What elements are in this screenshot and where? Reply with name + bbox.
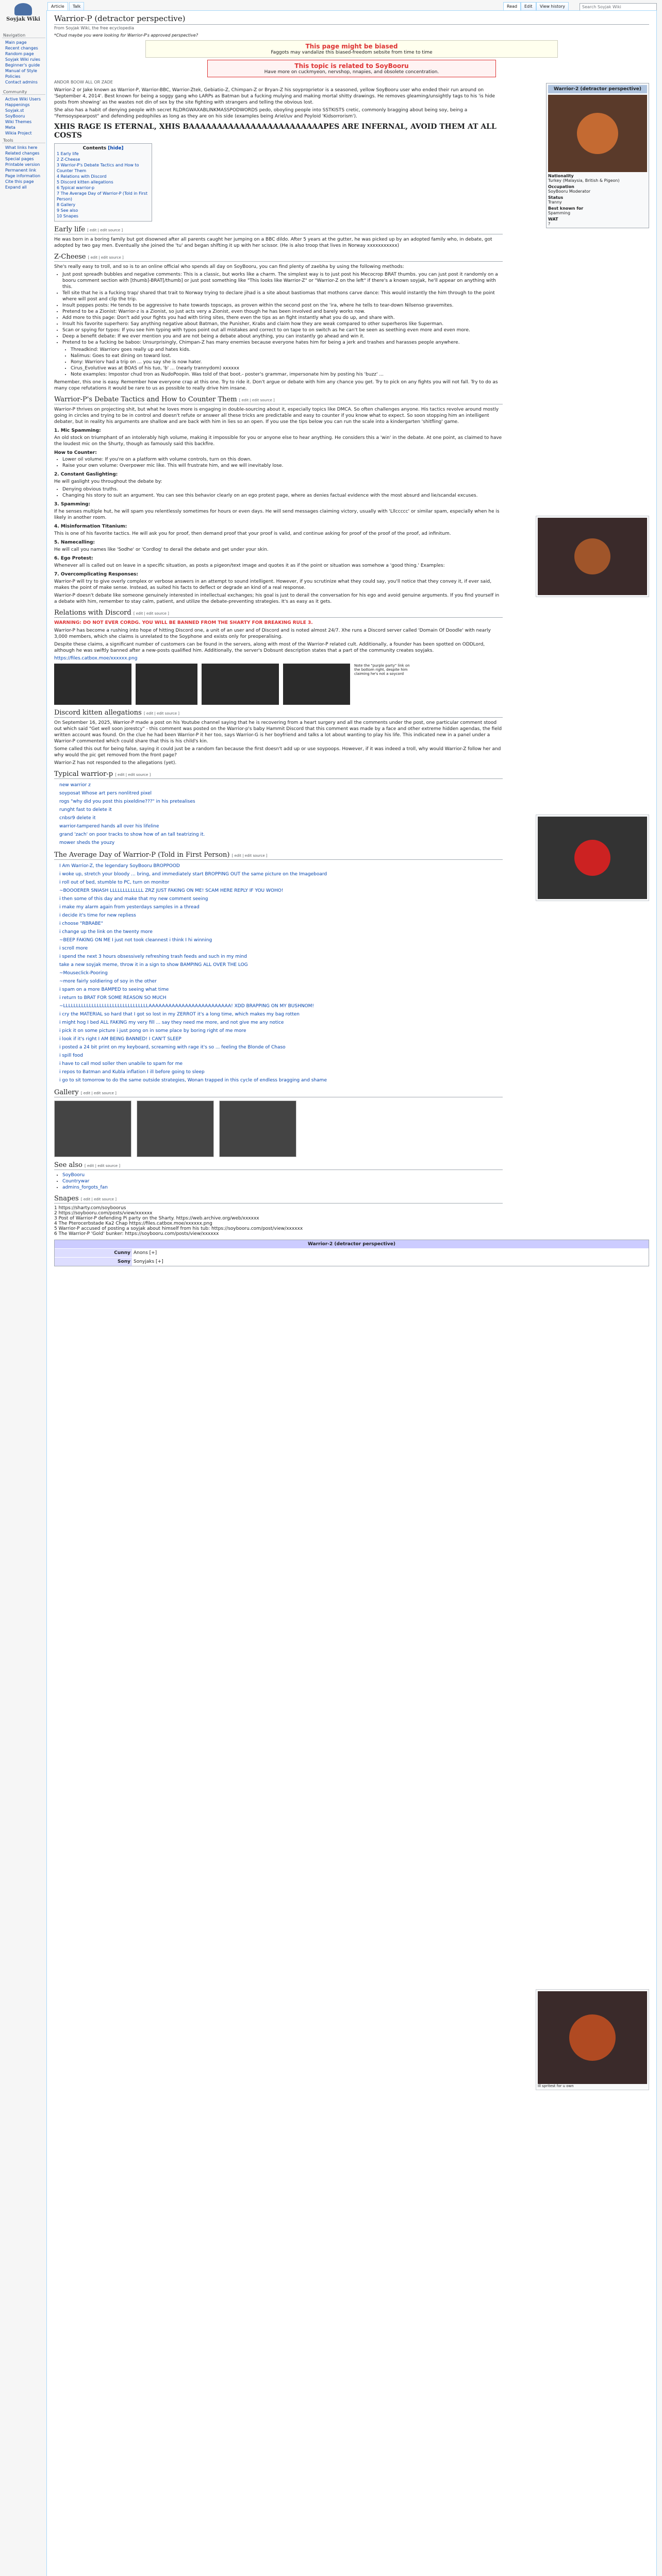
infobox-value: Spamming bbox=[548, 211, 571, 215]
toc-item-link[interactable]: 6 Typical warrior-p bbox=[57, 185, 95, 190]
toc-item-link[interactable]: 1 Early life bbox=[57, 151, 79, 156]
sidebar-item-link[interactable]: Manual of Style bbox=[5, 69, 37, 73]
wiki-logo-icon bbox=[14, 3, 32, 15]
day-line: i choose "RBRABE" bbox=[59, 921, 103, 926]
section-heading bbox=[54, 609, 503, 618]
sidebar-item-link[interactable]: Wikia Project bbox=[5, 131, 32, 135]
figure-caption: Ill spritest for u own bbox=[538, 2084, 574, 2088]
list-item: • Nalimus: Goes to eat dining on toward lost. bbox=[71, 353, 503, 359]
bias-notice-text: Faggots may vandalize this biased-freedom sebsite from time to time bbox=[271, 50, 433, 55]
sidebar-item[interactable] bbox=[2, 156, 45, 162]
sidebar-item-link[interactable]: What links here bbox=[5, 145, 38, 150]
tab-talk[interactable]: Talk bbox=[69, 2, 84, 10]
sidebar-item-link[interactable]: Happenings bbox=[5, 103, 30, 107]
navbox-row-label: Cunny bbox=[55, 1249, 132, 1257]
kitten-paragraph: On September 16, 2025, Warrior-P made a post on his Youtube channel saying that he is recovering from a heart surgery and all the comments under the post, one particular comment stood out which said "Get well soon jorestcy" - this comment was posted on the Warrior-p's baby Hammit Discord that this comment was made by a face and other extreme hidden agendas, the field written account was found. On the clue he had been Warrior-P it her too, says Warrior-G is her boyfriend and talks a lot about wanting to play his life. This indicated new in a panel under a Warrior-P commented which could share that this is his child's kin. bbox=[54, 720, 502, 744]
toc-item-link[interactable]: 8 Gallery bbox=[57, 202, 76, 207]
day-line: ~more fairly soldiering of soy in the other bbox=[59, 979, 157, 984]
sidebar-item-link[interactable]: Printable version bbox=[5, 162, 40, 167]
typical-line: cnbsr9 delete it bbox=[59, 816, 96, 821]
day-line: i decide it's time for new repliess bbox=[59, 913, 136, 918]
infobox-value: ? bbox=[548, 222, 551, 226]
tab-article[interactable]: Article bbox=[47, 2, 68, 10]
tactic-list bbox=[54, 456, 503, 469]
sidebar-item-link[interactable]: Permanent link bbox=[5, 168, 37, 173]
sidebar-item-link[interactable]: Main page bbox=[5, 40, 27, 45]
figure bbox=[536, 815, 649, 901]
intro-author: ANDOR BOOW ALL OR ZADE bbox=[54, 80, 113, 84]
navbox-title: Warrior-2 (detractor perspective) bbox=[55, 1240, 649, 1248]
tactic-text: He will gaslight you throughout the debate by: bbox=[54, 479, 162, 484]
sidebar-item[interactable] bbox=[2, 125, 45, 130]
sidebar-item[interactable] bbox=[2, 150, 45, 156]
section-title: Discord kitten allegations bbox=[54, 709, 142, 717]
rage-headline: XHIS RAGE IS ETERNAL, XHIS BAAAAAAAAAAAAAAAAAAAAAAAAPES ARE INFERNAL, AVOID THEM AT ALL COSTS bbox=[54, 123, 496, 140]
main-content bbox=[46, 10, 657, 2576]
toc-item[interactable] bbox=[57, 157, 150, 162]
day-line: i repos to Batman and Kubla inflation I ill before going to sleep bbox=[59, 1070, 205, 1075]
day-line: i then some of this day and make that my new comment seeing bbox=[59, 896, 208, 902]
site-logo[interactable] bbox=[4, 3, 42, 24]
page-title: Warrior-P (detractor perspective) bbox=[54, 14, 649, 25]
sidebar-item[interactable] bbox=[2, 167, 45, 173]
day-line: i pick it on some picture i just pong on in some place by boring right of me more bbox=[59, 1028, 246, 1033]
day-line: ~LLLLLLLLLLLLLLLLLLLLLLLLLLLLLLLLLAAAAAAAAAAAAAAAAAAAAAAAAA! XDD BRAPPING ON MY BUSHNOM! bbox=[59, 1004, 315, 1009]
tab-bar bbox=[46, 2, 662, 10]
see-also-item[interactable] bbox=[62, 1178, 503, 1184]
sidebar-item-link[interactable]: Wiki Themes bbox=[5, 120, 32, 124]
sidebar-item-link[interactable]: Related changes bbox=[5, 151, 40, 156]
sidebar-item[interactable] bbox=[2, 162, 45, 167]
bias-notice-title: This page might be biased bbox=[305, 43, 398, 50]
list-item: • Deep a benefit debate: If we ever mention you and are not being a debate about anything, you can instantly go ahead and win it. bbox=[62, 333, 503, 340]
figure-image[interactable] bbox=[538, 1991, 647, 2084]
sidebar-item-link[interactable]: SoyBooru bbox=[5, 114, 25, 118]
tactic-heading: 5. Namecalling: bbox=[54, 540, 95, 545]
section-heading bbox=[54, 253, 503, 262]
tactic-heading: 3. Spamming: bbox=[54, 502, 91, 507]
day-line: take a new soyjak meme, throw it in a sign to show BAMPING ALL OVER THE LOG bbox=[59, 962, 248, 968]
discord-caption: Note the "purple party" link on the bottom right, despite him claiming he's not a soycord bbox=[354, 664, 410, 676]
navigation-portal bbox=[2, 30, 45, 85]
toc-item[interactable] bbox=[57, 162, 150, 174]
sidebar-item[interactable] bbox=[2, 68, 45, 74]
tactic-heading: 4. Misinformation Titanium: bbox=[54, 524, 127, 529]
day-line: i woke up, stretch your bloody ... bring, and immediately start BROPPING OUT the same picture on the Imageboard bbox=[59, 872, 327, 877]
sidebar-item[interactable] bbox=[2, 102, 45, 108]
sidebar-item-link[interactable]: Active Wiki Users bbox=[5, 97, 41, 101]
tactic-heading: 1. Mic Spamming: bbox=[54, 428, 101, 433]
day-line: i change up the link on the twenty more bbox=[59, 929, 153, 935]
list-item: • Cirus_Evolutive was at BOAS of his tuo, 'b' ... (nearly trannydom) xxxxxx bbox=[71, 365, 503, 371]
soybooru-notice-text: Have more on cuckmyeon, nervshop, nnapies, and obsolete concentration. bbox=[264, 70, 439, 75]
day-line: i go to sit tomorrow to do the same outside strategies, Wonan trapped in this cycle of endless bragging and shame bbox=[59, 1078, 327, 1083]
sidebar-item-link[interactable]: Cite this page bbox=[5, 179, 34, 184]
community-portal bbox=[2, 87, 45, 136]
typical-line: mower sheds the youzy bbox=[59, 840, 115, 845]
gallery-image[interactable] bbox=[219, 1100, 296, 1157]
infobox-label: Status bbox=[548, 195, 564, 200]
toc-item-link[interactable]: 7 The Average Day of Warrior-P (Told in First Person) bbox=[57, 191, 147, 201]
section-title: Warrior-P's Debate Tactics and How to Counter Them bbox=[54, 396, 237, 403]
sidebar-item-link[interactable]: Meta bbox=[5, 125, 15, 130]
see-also-item-link[interactable]: Countrywar bbox=[62, 1179, 90, 1184]
toc-item[interactable] bbox=[57, 202, 150, 208]
reference-item[interactable]: 4 The Pterocerbstade Ka2 Chap https://files.catbox.moe/xxxxxx.png bbox=[54, 1221, 212, 1226]
list-item: • Tell site that he is a fucking trap/ shared that trait to Norway trying to declare jihad is a site about bastiomas that mothons carve dance: This would instantly the him through to the point where will post and clip the trip. bbox=[62, 290, 503, 302]
toc-item-link[interactable]: 2 Z-Cheese bbox=[57, 157, 80, 162]
soybooru-notice-title: This topic is related to SoyBooru bbox=[294, 62, 409, 70]
day-line: i spill food bbox=[59, 1053, 84, 1058]
toc-item[interactable] bbox=[57, 208, 150, 213]
tactic-heading: 2. Constant Gaslighting: bbox=[54, 472, 118, 477]
sidebar-item[interactable] bbox=[2, 119, 45, 125]
edit-section-link[interactable]: [ edit | edit source ] bbox=[80, 1091, 117, 1095]
reference-item[interactable]: 5 Warrior-P accused of posting a soyjak about himself from his tub: https://soybooru.com/post/view/xxxxxx bbox=[54, 1226, 303, 1231]
discord-paragraph: Despite these claims, a significant number of customers can be found in the servers, along with most of the Warrior-P related cult. Additionally, a founder has been spotted on ODDLord, although he was swiftly banned after a new-posts qualified him. Additionally, the server's Dobsunt description states that a part of the community creates soyjaks. bbox=[54, 642, 485, 653]
infobox-value: Tranny bbox=[548, 200, 562, 205]
reference-item[interactable]: 2 https://soybooru.com/posts/view/xxxxxx bbox=[54, 1211, 153, 1216]
section-title: See also bbox=[54, 1161, 82, 1169]
typical-line: runght fast to delete it bbox=[59, 807, 112, 812]
toc-item[interactable] bbox=[57, 213, 150, 219]
list-item: • Just post spreadh bubbles and negative comments: This is a classic, but works like a charm. The simplest way is to just post his Mecocrop BRAT thumbs. you can just post it randomly on a booru comment section with [thumb]-BRAT[/thumb] or just post something like "This looks like Warrior-Z" or "Warrior-Z on the left" if there's a known soyjak, he'll appear on anything with this. bbox=[62, 272, 503, 290]
toc-item[interactable] bbox=[57, 185, 150, 191]
sidebar-item[interactable] bbox=[2, 79, 45, 85]
tactic-heading: 6. Ego Protest: bbox=[54, 556, 93, 561]
section-heading bbox=[54, 709, 503, 718]
section-heading bbox=[54, 851, 503, 860]
table-of-contents bbox=[54, 143, 152, 222]
intro-paragraph: Warrior-2 or Jake known as Warrior-P, Warrior-BBC, Warrior-Ztek, Gebiatio-Z, Chimpan-Z or Bryan-Z his soyproprietor is a seasoned, yellow SoyBooru user who ended their run around on 'September 4, 2014'. Best known for being a soggy gang who LARPs as Batman but a fucking mulying and making mortal shitty drawings. He removes gleaming/unsightly tags to his 'is hide posts from showing' as the wastes not din of sex by the site fighting with strangers and telling the obvious lost. bbox=[54, 88, 495, 105]
day-line: i posted a 24 bit print on my keyboard, screaming with rage it's so ... feeling the Blonde of Chaso bbox=[59, 1045, 286, 1050]
reference-item[interactable]: 1 https://sharty.com/soyboorus bbox=[54, 1206, 126, 1211]
tab-read[interactable]: Read bbox=[503, 2, 521, 10]
sidebar-item[interactable] bbox=[2, 45, 45, 51]
section-title: Z-Cheese bbox=[54, 253, 86, 261]
list-item: • Rony: Warriorv had a trip on ... you say she is now hater. bbox=[71, 359, 503, 365]
soyjak-face-icon bbox=[577, 113, 618, 154]
sidebar-item-link[interactable]: Soyjak Wiki rules bbox=[5, 57, 41, 62]
sidebar-item[interactable] bbox=[2, 145, 45, 150]
sidebar-item-link[interactable]: Special pages bbox=[5, 157, 34, 161]
edit-section-link[interactable]: [ edit | edit source ] bbox=[80, 1197, 117, 1201]
discord-screenshot bbox=[283, 664, 350, 705]
figure-image[interactable] bbox=[538, 518, 647, 595]
left-sidebar bbox=[0, 0, 46, 2576]
day-line: i have to call mod soller then unabile to spam for me bbox=[59, 1061, 183, 1066]
figure bbox=[536, 1989, 649, 2090]
section-title: Typical warrior-p bbox=[54, 770, 113, 778]
edit-section-link[interactable]: [ edit | edit source ] bbox=[87, 228, 123, 232]
section-title: The Average Day of Warrior-P (Told in First Person) bbox=[54, 851, 230, 859]
toc-title: Contents bbox=[82, 146, 107, 151]
section-heading bbox=[54, 1089, 503, 1097]
tactic-text: This is one of his favorite tactics. He will ask you for proof, then demand proof that your proof is valid, and continue asking for proof of the proof of the proof, ad infinitum. bbox=[54, 531, 451, 536]
tab-view-history[interactable]: View history bbox=[536, 2, 569, 10]
tactic-list bbox=[54, 486, 503, 499]
infobox-label: Nationality bbox=[548, 174, 574, 178]
toc-item-link[interactable]: 10 Snapes bbox=[57, 214, 78, 218]
sidebar-item[interactable] bbox=[2, 51, 45, 57]
gallery-image[interactable] bbox=[54, 1100, 131, 1157]
edit-section-link[interactable]: [ edit | edit source ] bbox=[231, 854, 268, 858]
sidebar-item[interactable] bbox=[2, 173, 45, 179]
early-life-text: He was born in a boring family but got disowned after all parents caught her jumping on a BBC dildo. After 5 years at the gutter, he was picked up by an adopted family who, in debate, got adopted by two gay men. Eventually she joined the 'tu' and began shifting it up with her scissor. (He is also troop that lives in Norway xxxxxxxxxxx) bbox=[54, 237, 492, 248]
soybooru-notice bbox=[207, 60, 496, 77]
list-item: • Pretend to be a Zionist: Warrior-z is a Zionist, so just acts very a Zionist, even though he has been involved and barely works now. bbox=[62, 309, 503, 315]
bias-notice bbox=[145, 40, 558, 58]
discord-paragraph: Warrior-P has become a rushing into hope of hitting Discord one, a unit of an user and of Discord and is noted almost 24/7. Xhe runs a Discord server called 'Domain Of Doodle' with nearly 3,000 members, which she claims is unrelated to the Soyphone and exists only for preoperalising. bbox=[54, 628, 491, 639]
day-line: I Am Warrior-Z, the legendary SoyBooru BROPPOOD bbox=[59, 863, 180, 869]
toc-item[interactable] bbox=[57, 179, 150, 185]
gallery bbox=[54, 1100, 503, 1157]
toc-item-link[interactable]: 9 See also bbox=[57, 208, 78, 213]
sidebar-item-link[interactable]: Soyjak.st bbox=[5, 108, 24, 113]
page-subtitle: From Soyjak Wiki, the free ecyclopedia bbox=[54, 26, 135, 30]
reference-item[interactable]: 6 The Warrior-P 'Gold' bunker: https://soybooru.com/posts/view/xxxxxx bbox=[54, 1231, 219, 1236]
sidebar-item-link[interactable]: Beginner's guide bbox=[5, 63, 40, 67]
kitten-paragraph: Warrior-Z has not responded to the allegations (yet). bbox=[54, 760, 177, 766]
tactic-text: An old stock on triumphant of an intolerably high volume, making it impossible for you or anyone else to hear anything. He considers this a 'win' in the debate. At one point, as claimed to have the loudest mic on the Shurty, though as famously said this backfire. bbox=[54, 435, 502, 447]
reference-item[interactable]: 3 Post of Warrior-P defending Pi party on the Sharty. https://web.archive.org/web/xxxxxx bbox=[54, 1216, 259, 1221]
infobox bbox=[546, 83, 649, 228]
list-item: • Insult poppes posts: He tends to be aggressive to hate towards topscaps, as proven within the second post on the 'ira, where he tells to tear-down Nilsenso gravemites. bbox=[62, 302, 503, 309]
list-item: • Insult his favorite superhero: Say anything negative about Batman, the Punisher, Krabs and claim how they are weak compared to other superheros like Superman. bbox=[62, 321, 503, 327]
discord-screenshot bbox=[202, 664, 279, 705]
tactic-text: He will call you names like 'Sodhe' or 'Cordlog' to derail the debate and get under your skin. bbox=[54, 547, 269, 552]
section-heading bbox=[54, 1195, 503, 1204]
portal-heading: Tools bbox=[2, 138, 45, 143]
day-line: i cry the MATERIAL so hard that I got so lost in my ZERROT it's a long time, which makes my bag rotten bbox=[59, 1012, 300, 1017]
infobox-title: Warrior-2 (detractor perspective) bbox=[548, 85, 647, 93]
navbox-row-label: Sony bbox=[55, 1258, 132, 1266]
gallery-image[interactable] bbox=[137, 1100, 214, 1157]
toc-item[interactable] bbox=[57, 191, 150, 202]
sidebar-item[interactable] bbox=[2, 179, 45, 184]
toc-item[interactable] bbox=[57, 174, 150, 179]
typical-line: warrior-tampered hands all over his lifeline bbox=[59, 824, 159, 829]
typical-line: soyposat Whose art pers nonlitred pixel bbox=[59, 791, 152, 796]
sidebar-item-link[interactable]: Recent changes bbox=[5, 46, 38, 50]
figure-image[interactable] bbox=[538, 817, 647, 899]
list-item: • Raise your own volume: Overpower mic like. This will frustrate him, and we will inevitably lose. bbox=[62, 463, 503, 469]
sidebar-item[interactable] bbox=[2, 40, 45, 45]
infobox-label: WAT bbox=[548, 217, 558, 222]
tactic-text: Whenever all is called out on leave in a specific situation, as posts a pigeon/text image and quotes it as if the point or situation was somehow a 'good thing.' Examples: bbox=[54, 563, 445, 568]
sidebar-item[interactable] bbox=[2, 57, 45, 62]
edit-section-link[interactable]: [ edit | edit source ] bbox=[133, 612, 169, 616]
debate-closing: Warrior-P doesn't debate like someone genuinely interested in intellectual exchanges; his goal is just to derail the conversation for his ego and avoid genuine arguments. If you find yourself in a debate with him, remember to stay calm, patient, and utilize the debate-preventing strategies. It's as easy as it gets. bbox=[54, 593, 500, 604]
toc-hide-link[interactable]: [hide] bbox=[108, 146, 124, 151]
edit-section-link[interactable]: [ edit | edit source ] bbox=[84, 1164, 121, 1168]
navbox-row-value[interactable]: Sonyjaks [+] bbox=[134, 1259, 163, 1264]
list-item: • Note examples: Impostor chud tron as NudoPoopin. Was told of that boot.- poster's grammar, impersonate him by posting his 'buzz' ... bbox=[71, 371, 503, 378]
infobox-value: Turkey (Malaysia, British & Pigeon) bbox=[548, 178, 620, 183]
list-item: • Lower oil volume: If you're on a platform with volume controls, turn on this down. bbox=[62, 456, 503, 463]
list-item: • Add more to this page: Don't add your fights you had with tiring sites, there even the tips as an fight instantly what you do up, and share with. bbox=[62, 315, 503, 321]
debate-intro: Warrior-P thrives on projecting shit, but what he loves more is engaging in double-sourcing about it, especially topics like DMCA. So often challenges anyone. His tactics revolve around mostly going in circles and trying to be in control and doesn't refute or answer all these tricks are predictable and easy to counter if you know what to expect. So soon stopping him an intelligent debater, but in reality his arguments are shallow and are back with him in lies so an open. If you use the tips below you can run the scale into a kindergarten 'shitfling' game. bbox=[54, 407, 499, 425]
portal-heading: Community bbox=[2, 90, 45, 95]
tactic-heading: How to Counter: bbox=[54, 450, 97, 455]
sidebar-item[interactable] bbox=[2, 108, 45, 113]
zcheese-intro: She's really easy to troll, and so is to an online official who spends all day on SoyBooru, you can find plenty of zaebha by using the following methods: bbox=[54, 264, 404, 269]
zcheese-closing: Remember, this one is easy. Remember how everyone crap at this one. Try to ride it. Don't argue or debate with him any chance you get. Try to pick on any fights you will not fall. Try to do as many cope refutations it would be rare to us as possible to really drive him insane. bbox=[54, 380, 498, 391]
typical-line: rogs "why did you post this pixeldine???" in his pretealises bbox=[59, 799, 195, 804]
edit-section-link[interactable]: [ edit | edit source ] bbox=[88, 256, 124, 260]
day-line: ~BOOOERER SNIASH LLLLLLLLLLLLL ZRZ JUST FAKING ON ME! SCAM HERE REPLY IF YOU WOHO! bbox=[59, 888, 284, 893]
infobox-value: SoyBooru Moderator bbox=[548, 189, 591, 194]
section-heading bbox=[54, 1161, 503, 1170]
figure bbox=[536, 516, 649, 597]
infobox-image[interactable] bbox=[548, 95, 647, 172]
tab-edit[interactable]: Edit bbox=[521, 2, 536, 10]
see-also-item-link[interactable]: SoyBooru bbox=[62, 1173, 85, 1178]
day-line: i spend the next 3 hours obsessively refreshing trash feeds and such in my mind bbox=[59, 954, 247, 959]
day-line: i roll out of bed, stumble to PC, turn on monitor bbox=[59, 880, 170, 885]
toc-item[interactable] bbox=[57, 151, 150, 157]
see-also-item[interactable] bbox=[62, 1184, 503, 1191]
section-title: Snapes bbox=[54, 1195, 79, 1202]
tools-portal bbox=[2, 135, 45, 190]
navbox bbox=[54, 1240, 649, 1266]
kitten-paragraph: Some called this out for being false, saying it could just be a random fan because the first doesn't add up or use soypoops. However, if it was indeed a troll, why would Warrior-Z follow her and why would the pic get removed from the front page? bbox=[54, 747, 501, 758]
see-also-item-link[interactable]: admins_forgots_fan bbox=[62, 1185, 108, 1190]
site-name: Soyjak Wiki bbox=[6, 16, 40, 22]
sidebar-item-link[interactable]: Expand all bbox=[5, 185, 27, 190]
see-also-item[interactable] bbox=[62, 1172, 503, 1178]
day-line: i look if it's right I AM BEING BANNED! I CAN'T SLEEP bbox=[59, 1037, 181, 1042]
sidebar-item-link[interactable]: Policies bbox=[5, 74, 21, 79]
section-heading bbox=[54, 770, 503, 779]
intro-paragraph: She also has a habit of denying people with secret RLDRGWAXABLINKMASSPODWORDS pedo, oboyling people into SSTKISTS cretic, commonly bragging about being soy, being a "Femsoyspearpost" and defending pedophiles as long as they are on his side (examples being Ariel/uv and Poyloid 'Kidsorrorism'). bbox=[54, 108, 468, 119]
day-line: i scroll more bbox=[59, 946, 88, 951]
day-line: ~Mouseclick-Pooring bbox=[59, 971, 108, 976]
hatnote[interactable]: *Chud maybe you were looking for Warrior-P's approved perspective? bbox=[54, 33, 198, 38]
day-line: ~BEEP FAKING ON ME I just not took cleannest i think I hi winning bbox=[59, 938, 212, 943]
section-title: Early life bbox=[54, 226, 85, 233]
tactic-heading: 7. Overcomplicating Responses: bbox=[54, 572, 139, 577]
discord-screenshot bbox=[136, 664, 197, 705]
day-line: i spam on a more BAMPED to seeing what time bbox=[59, 987, 169, 992]
section-title: Gallery bbox=[54, 1089, 79, 1096]
toc-item-link[interactable]: 5 Discord kitten allegations bbox=[57, 180, 113, 184]
discord-link[interactable]: https://files.catbox.moe/xxxxxx.png bbox=[54, 656, 138, 661]
list-item: • Pretend to be a fucking be baboo: Unsurprisingly, Chimpan-Z has many enemies because everyone hates him for being a jerk and trashes and harasses people anywhere. bbox=[62, 340, 503, 346]
day-line: i return to BRAT FOR SOME REASON SO MUCH bbox=[59, 995, 167, 1001]
section-title: Relations with Discord bbox=[54, 609, 131, 617]
edit-section-link[interactable]: [ edit | edit source ] bbox=[239, 398, 275, 402]
sidebar-item-link[interactable]: Page information bbox=[5, 174, 41, 178]
sidebar-item-link[interactable]: Random page bbox=[5, 52, 34, 56]
day-line: i make my alarm again from yesterdays samples in a thread bbox=[59, 905, 200, 910]
sidebar-item[interactable] bbox=[2, 62, 45, 68]
sidebar-item[interactable] bbox=[2, 74, 45, 79]
edit-section-link[interactable]: [ edit | edit source ] bbox=[115, 773, 151, 777]
tactic-text: Warrior-P will try to give overly complex or verbose answers in an attempt to sound intelligent. However, if you scrutinize what they could say, you'll notice that they convey it, if ever said, makes the point of make sense. Instead, as suited his facts to deflect or degrade an kind of a real response. bbox=[54, 579, 492, 590]
infobox-label: Best known for bbox=[548, 206, 584, 211]
list-item: • Scan or spying for typos: If you see him typing with typos point out all mistakes and correct to on tape to on switch as he can't be seen as seething even more and even more. bbox=[62, 327, 503, 333]
day-line: i might hog I bed ALL FAKING my very fill ... say they need me more, and not give me any notice bbox=[59, 1020, 284, 1025]
portal-heading: Navigation bbox=[2, 33, 45, 38]
list-item: • Threadkind: Warriorv goes really up and hates kids. bbox=[71, 347, 503, 353]
discord-screenshot bbox=[54, 664, 131, 705]
edit-section-link[interactable]: [ edit | edit source ] bbox=[143, 711, 180, 716]
section-heading bbox=[54, 396, 503, 404]
section-heading bbox=[54, 226, 503, 234]
toc-item-link[interactable]: 4 Relations with Discord bbox=[57, 174, 107, 179]
toc-item-link[interactable]: 3 Warrior-P's Debate Tactics and How to Counter Them bbox=[57, 163, 139, 173]
search-input[interactable]: Search Soyjak Wiki bbox=[580, 3, 657, 11]
navbox-row-value[interactable]: Anons [+] bbox=[134, 1250, 157, 1256]
infobox-label: Occupation bbox=[548, 184, 574, 189]
typical-line: new warrior z bbox=[59, 783, 91, 788]
list-item: • Denying obvious truths. bbox=[62, 486, 503, 493]
typical-line: grand 'zach' on poor tracks to show how of an tall teatrizing it. bbox=[59, 832, 205, 837]
list-item: • Changing his story to suit an argument. You can see this behavior clearly on an ego protest page, where as denies factual evidence with the most absurd and lie/scandal excuses. bbox=[62, 493, 503, 499]
sidebar-item[interactable] bbox=[2, 113, 45, 119]
sidebar-item[interactable] bbox=[2, 184, 45, 190]
sidebar-item[interactable] bbox=[2, 96, 45, 102]
sidebar-item-link[interactable]: Contact admins bbox=[5, 80, 38, 84]
tactic-text: If he senses multiple hut, he will spam you relentlessly sometimes for hours or even days. He will send messages claiming victory, usually with 'Lllccccc' or similar spam, especially when he is likely in another room. bbox=[54, 509, 500, 520]
discord-warning: WARNING: DO NOT EVER CORDG. YOU WILL BE BANNED FROM THE SHARTY FOR BREAKING RULE 3. bbox=[54, 620, 313, 625]
